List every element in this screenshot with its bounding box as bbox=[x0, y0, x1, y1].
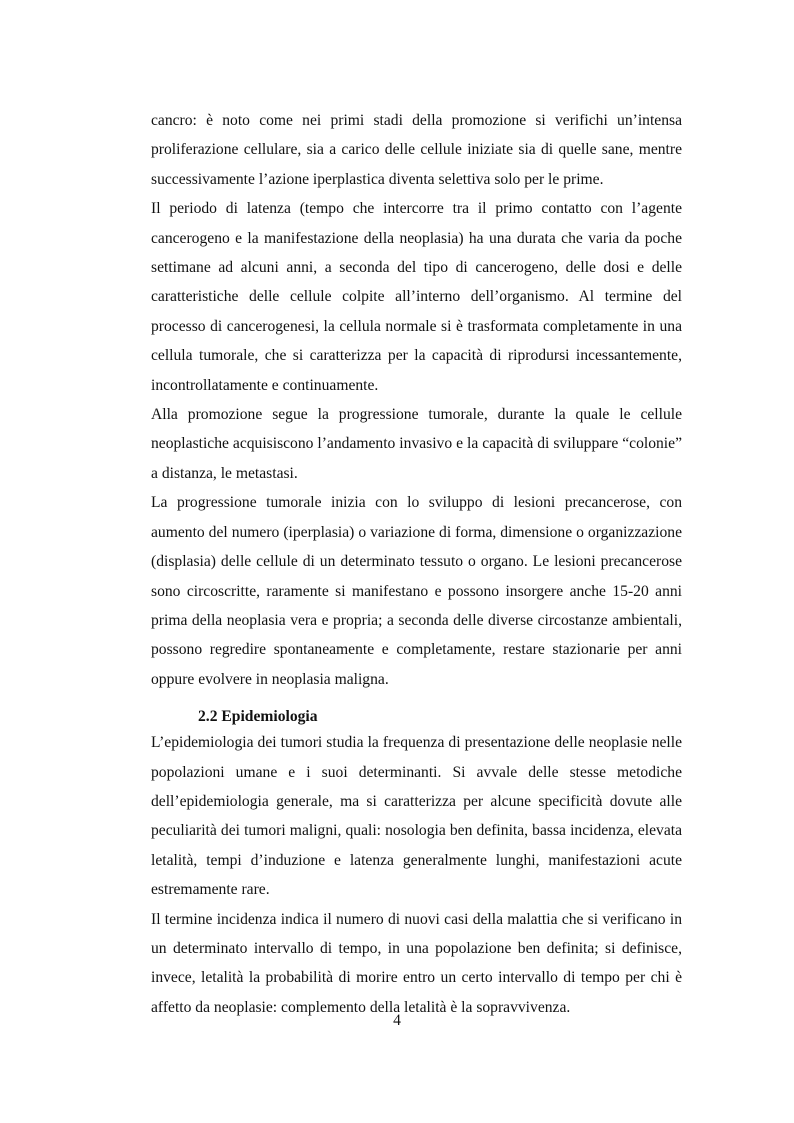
page-number: 4 bbox=[393, 1012, 401, 1029]
section-heading: 2.2 Epidemiologia bbox=[198, 708, 318, 726]
page-body bbox=[151, 106, 682, 1022]
paragraph-epidemiology-intro: L’epidemiologia dei tumori studia la frequenza di presentazione delle neoplasie nelle popolazioni umane e i suoi determinanti. Si avvale delle stesse metodiche dell’epidemiologia generale, ma si caratterizza per alcune specificità dovute alle peculiarità dei tumori maligni, quali: nosologia ben definita, bassa incidenza, elevata letalità, tempi d’induzione e latenza generalmente lunghi, manifestazioni acute estremamente rare. bbox=[151, 734, 682, 899]
paragraph-precancerous-lesions: La progressione tumorale inizia con lo sviluppo di lesioni precancerose, con aumento del numero (iperplasia) o variazione di forma, dimensione o organizzazione (displasia) delle cellule di un determinato tessuto o organo. Le lesioni precancerose sono circoscritte, raramente si manifestano e possono insorgere anche 15-20 anni prima della neoplasia vera e propria; a seconda delle diverse circostanze ambientali, possono regredire spontaneamente e completamente, restare stazionarie per anni oppure evolvere in neoplasia maligna. bbox=[151, 494, 682, 688]
paragraph-tumor-progression: Alla promozione segue la progressione tumorale, durante la quale le cellule neoplastiche acquisiscono l’andamento invasivo e la capacità di sviluppare “colonie” a distanza, le metastasi. bbox=[151, 406, 682, 482]
paragraph-promotion-end: cancro: è noto come nei primi stadi della promozione si verifichi un’intensa proliferazione cellulare, sia a carico delle cellule iniziate sia di quelle sane, mentre successivamente l’azione iperplastica diventa selettiva solo per le prime. bbox=[151, 112, 682, 188]
paragraph-latency-period: Il periodo di latenza (tempo che intercorre tra il primo contatto con l’agente cancerogeno e la manifestazione della neoplasia) ha una durata che varia da poche settimane ad alcuni anni, a seconda del tipo di cancerogeno, delle dosi e delle caratteristiche delle cellule colpite all’interno dell’organismo. Al termine del processo di cancerogenesi, la cellula normale si è trasformata completamente in una cellula tumorale, che si caratterizza per la capacità di riprodursi incessantemente, incontrollatamente e continuamente. bbox=[151, 200, 682, 394]
paragraph-incidence-definition: Il termine incidenza indica il numero di nuovi casi della malattia che si verificano in un determinato intervallo di tempo, in una popolazione ben definita; si definisce, invece, letalità la probabilità di morire entro un certo intervallo di tempo per chi è affetto da neoplasie: complemento della letalità è la sopravvivenza. bbox=[151, 910, 682, 1016]
